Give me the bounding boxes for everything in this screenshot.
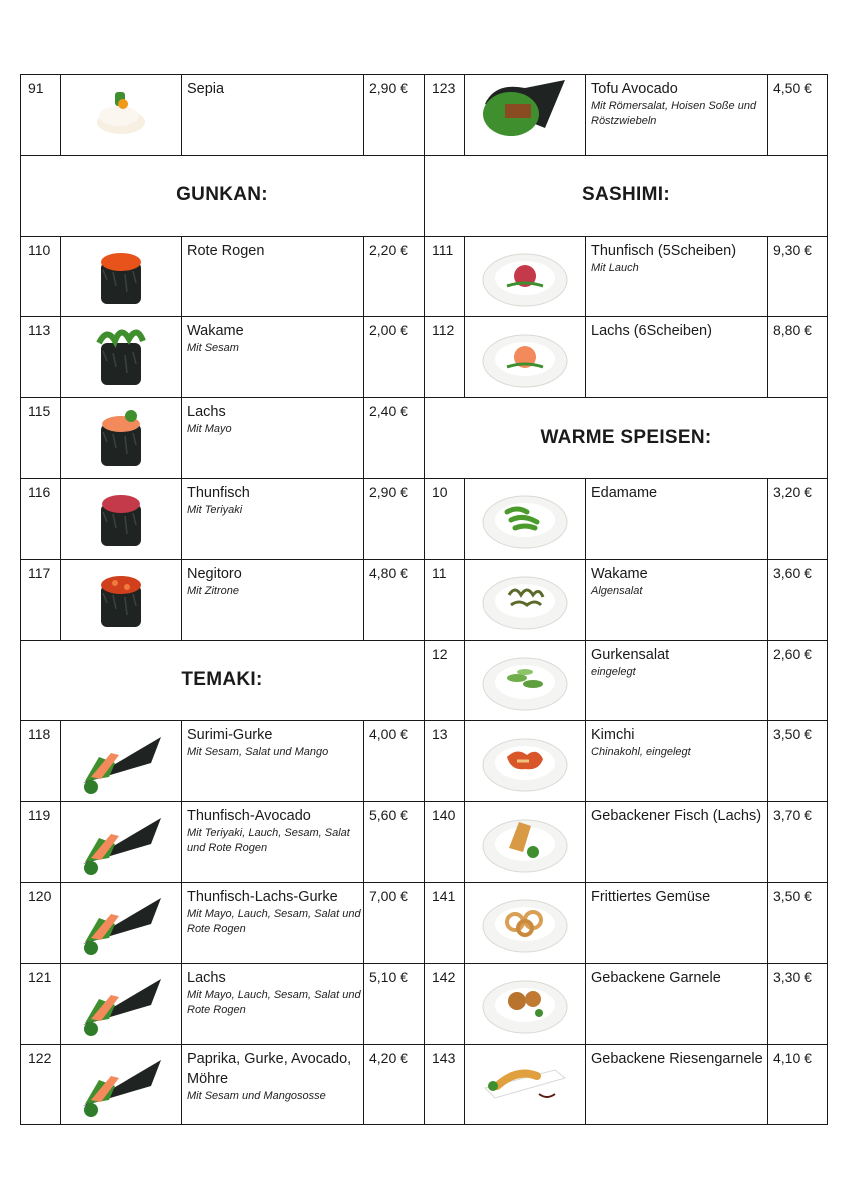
item-price: 4,80 € [369,564,408,581]
table-rule [464,882,465,963]
item-name: Frittiertes Gemüse [591,889,711,905]
item-number: 143 [432,1049,456,1066]
table-rule [767,316,768,397]
wakame-salad-plate-image [464,559,585,640]
table-rule [60,236,61,317]
table-rule [60,478,61,559]
item-name: Lachs (6Scheiben) [591,323,712,340]
table-rule [585,478,586,559]
table-rule [60,74,61,155]
table-rule [181,882,182,963]
item-name-cell [585,882,767,963]
item-number: 10 [432,484,448,500]
table-rule [464,1044,465,1125]
item-description: Mit Teriyaki [187,504,243,516]
item-name: Gebackene Riesengarnele [591,1050,763,1067]
table-rule [60,801,61,882]
cucumber-salad-plate-image [464,640,585,721]
item-description: Mit Mayo, Lauch, Sesam, Salat und Rote Rogen [187,988,361,1016]
temaki-image [60,801,181,882]
item-price: 3,50 € [773,726,812,743]
table-rule [585,640,586,721]
table-rule [181,316,182,397]
item-number: 117 [28,564,51,581]
table-rule [464,316,465,397]
table-rule [363,963,364,1044]
item-name-cell [181,559,363,640]
table-rule [363,882,364,963]
item-price: 7,00 € [369,888,408,904]
item-name: Paprika, Gurke, Avocado, Möhre [187,1050,352,1087]
table-rule [827,74,828,1124]
item-description: Mit Lauch [591,261,639,274]
table-rule [363,801,364,882]
item-number: 91 [28,80,44,96]
item-name: Lachs [187,969,226,986]
table-rule [181,559,182,640]
temaki-image [60,963,181,1044]
item-name-cell [181,316,363,397]
item-price: 2,90 € [369,80,408,96]
item-price: 3,50 € [773,888,812,904]
section-header-warme: WARME SPEISEN: [540,426,712,448]
table-rule [20,74,21,1124]
table-rule [767,236,768,317]
table-rule [585,801,586,882]
item-number: 121 [28,968,52,985]
item-name: Edamame [591,485,658,501]
table-rule [585,1044,586,1125]
table-rule [464,559,465,640]
table-rule [60,720,61,801]
item-number: 120 [28,888,52,904]
item-name-cell [181,397,363,478]
table-rule [767,74,768,155]
table-rule [181,397,182,478]
item-description: Mit Sesam, Salat und Mango [187,746,329,759]
item-price: 5,60 € [369,807,408,824]
item-name-cell [585,316,767,397]
table-rule [181,720,182,801]
table-rule [60,559,61,640]
item-name-cell [181,74,363,155]
gunkan-negitoro-image [60,559,181,640]
table-rule [585,882,586,963]
item-name: Thunfisch (5Scheiben) [591,242,737,259]
table-rule [767,559,768,640]
table-rule [585,74,586,155]
sashimi-tuna-plate-image [464,236,585,317]
item-name-cell [585,559,767,640]
item-price: 2,60 € [773,645,812,662]
item-price: 3,70 € [773,807,812,824]
menu-table [20,74,828,1126]
table-rule [767,640,768,721]
temaki-image [60,720,181,801]
item-price: 2,90 € [369,484,408,500]
table-rule [181,478,182,559]
item-name: Wakame [187,323,244,340]
item-name-cell [585,236,767,317]
item-number: 122 [28,1049,52,1066]
item-name: Gebackene Garnele [591,969,721,986]
item-name-cell [181,1044,363,1125]
table-rule [363,74,364,155]
item-number: 12 [432,645,448,662]
section-header-temaki: TEMAKI: [181,668,263,690]
item-name: Kimchi [591,727,635,744]
item-price: 2,40 € [369,403,408,420]
table-rule [363,720,364,801]
table-rule [767,882,768,963]
item-number: 112 [432,322,455,339]
item-name: Tofu Avocado [591,81,678,97]
item-number: 123 [432,80,456,96]
item-number: 113 [28,322,51,339]
item-number: 141 [432,888,456,904]
item-price: 4,50 € [773,80,812,96]
table-rule [363,316,364,397]
item-description: Mit Teriyaki, Lauch, Sesam, Salat und Rote Rogen [187,827,350,855]
sashimi-salmon-plate-image [464,316,585,397]
item-price: 8,80 € [773,322,812,339]
table-rule [585,316,586,397]
item-price: 4,20 € [369,1049,408,1066]
temaki-image [60,882,181,963]
item-name: Surimi-Gurke [187,727,273,744]
item-description: Mit Sesam und Mangososse [187,1089,326,1102]
item-name-cell [181,478,363,559]
table-rule [60,316,61,397]
table-rule [464,236,465,317]
item-price: 3,30 € [773,968,812,985]
item-description: Mit Mayo [187,423,232,436]
item-price: 9,30 € [773,241,812,258]
item-description: Chinakohl, eingelegt [591,746,691,759]
item-price: 3,20 € [773,484,812,500]
table-rule [181,236,182,317]
table-rule [464,478,465,559]
gunkan-salmon-image [60,397,181,478]
item-name-cell [181,801,363,882]
fried-fish-plate-image [464,801,585,882]
item-name-cell [585,640,767,721]
item-name: Thunfisch-Lachs-Gurke [187,889,338,905]
table-rule [585,559,586,640]
item-name-cell [585,74,767,155]
item-name: Thunfisch [187,485,250,501]
temaki-tofu-image [464,74,585,155]
item-number: 142 [432,968,456,985]
item-name: Gebackener Fisch (Lachs) [591,808,762,825]
item-description: Mit Zitrone [187,584,239,597]
item-description: Mit Sesam [187,342,239,355]
item-price: 5,10 € [369,968,408,985]
section-header-sashimi: SASHIMI: [582,184,670,206]
item-name: Negitoro [187,565,242,582]
item-name-cell [181,236,363,317]
table-rule [464,74,465,155]
item-price: 4,10 € [773,1049,812,1066]
table-rule [181,1044,182,1125]
table-rule [585,963,586,1044]
fried-vegetables-plate-image [464,882,585,963]
table-rule [767,1044,768,1125]
sepia-nigiri-image [60,74,181,155]
table-rule [363,236,364,317]
item-name: Lachs [187,404,226,421]
item-price: 3,60 € [773,564,812,581]
item-name: Rote Rogen [187,242,265,259]
item-name-cell [585,963,767,1044]
gunkan-wakame-image [60,316,181,397]
table-rule [181,801,182,882]
item-number: 110 [28,241,51,258]
item-name-cell [585,1044,767,1125]
item-name-cell [585,720,767,801]
item-number: 140 [432,807,456,824]
table-rule [60,397,61,478]
item-description: Algensalat [591,584,643,597]
item-name-cell [181,963,363,1044]
table-rule [585,720,586,801]
table-rule [464,720,465,801]
table-rule [767,963,768,1044]
item-name: Gurkensalat [591,646,670,663]
table-rule [363,559,364,640]
item-price: 2,00 € [369,322,408,339]
item-description: Mit Römersalat, Hoisen Soße und Röstzwiebeln [591,100,757,127]
table-rule [424,74,425,1124]
item-number: 11 [432,564,447,581]
temaki-image [60,1044,181,1125]
table-rule [60,963,61,1044]
fried-shrimp-plate-image [464,963,585,1044]
item-price: 4,00 € [369,726,408,743]
item-name-cell [585,478,767,559]
item-number: 116 [28,484,51,500]
table-rule [767,478,768,559]
fried-king-prawn-plate-image [464,1044,585,1125]
kimchi-plate-image [464,720,585,801]
table-rule [181,963,182,1044]
table-rule [363,478,364,559]
item-number: 115 [28,403,51,420]
item-number: 111 [432,241,454,258]
table-rule [60,882,61,963]
table-rule [585,236,586,317]
item-number: 13 [432,726,448,743]
table-rule [363,397,364,478]
table-rule [181,74,182,155]
edamame-plate-image [464,478,585,559]
gunkan-red-roe-image [60,236,181,317]
item-name-cell [181,882,363,963]
table-rule [464,640,465,721]
item-number: 118 [28,726,51,743]
item-number: 119 [28,807,51,824]
section-header-gunkan: GUNKAN: [176,184,268,206]
item-name-cell [585,801,767,882]
item-description: Mit Mayo, Lauch, Sesam, Salat und Rote Rogen [187,908,361,935]
gunkan-tuna-image [60,478,181,559]
item-name: Sepia [187,81,225,97]
table-rule [464,963,465,1044]
item-description: eingelegt [591,665,636,678]
table-rule [767,801,768,882]
table-rule [60,1044,61,1125]
table-rule [464,801,465,882]
item-price: 2,20 € [369,241,408,258]
table-rule [767,720,768,801]
item-name: Thunfisch-Avocado [187,808,311,825]
table-rule [363,1044,364,1125]
item-name-cell [181,720,363,801]
item-name: Wakame [591,565,648,582]
